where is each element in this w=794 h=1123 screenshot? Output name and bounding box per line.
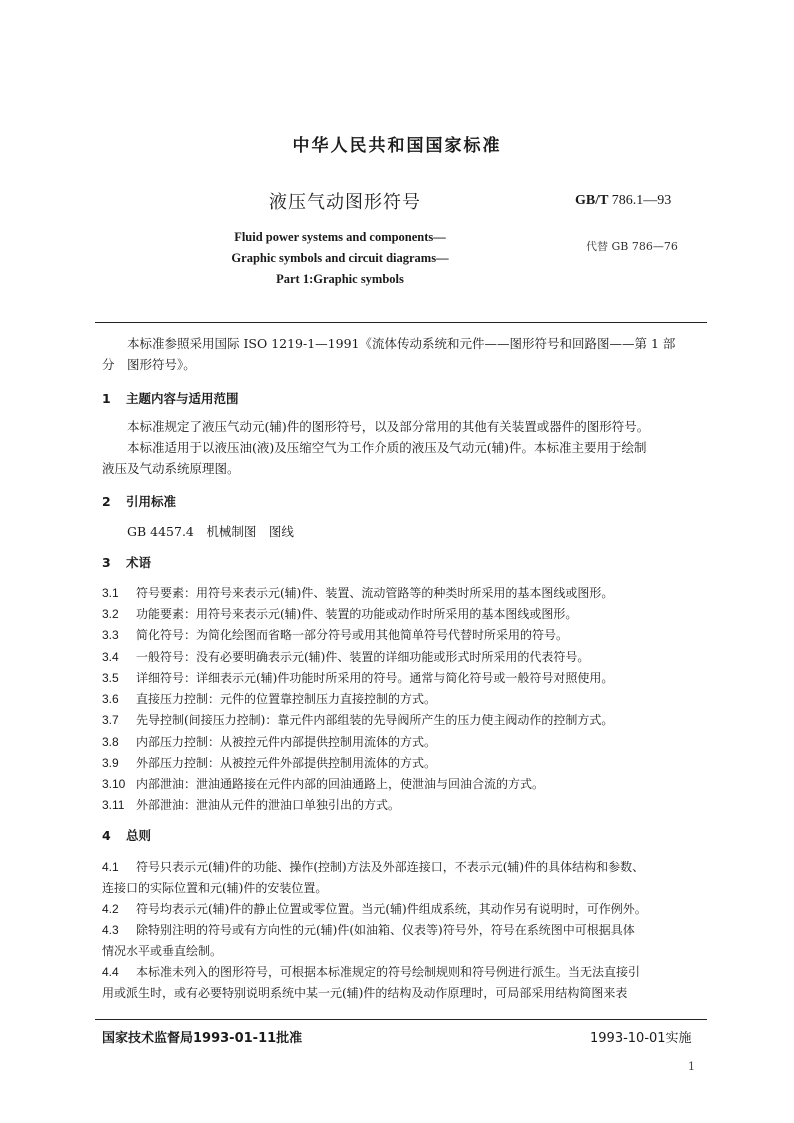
- intro-line: 分 图形符号》。: [102, 357, 196, 372]
- term-number: 3.3: [102, 628, 119, 642]
- term-number: 3.10: [102, 777, 126, 791]
- general-item-line: 用或派生时，或有必要特别说明系统中某一元(辅)件的结构及动作原理时，可局部采用结构简图来表: [102, 986, 628, 1000]
- code-number: 786.1—93: [611, 193, 672, 208]
- section-title: 术语: [126, 555, 152, 570]
- footer-divider: [95, 1019, 707, 1020]
- general-item-number: 4.3: [102, 923, 119, 937]
- term-text: 功能要素：用符号来表示元(辅)件、装置的功能或动作时所采用的基本图线或图形。: [136, 607, 578, 621]
- term-text: 外部压力控制：从被控元件外部提供控制用流体的方式。: [136, 756, 437, 770]
- body-line: 本标准规定了液压气动元(辅)件的图形符号，以及部分常用的其他有关装置或器件的图形符号。: [127, 419, 650, 434]
- general-item-text: 除特别注明的符号或有方向性的元(辅)件(如油箱、仪表等)符号外，符号在系统图中可根据具体: [136, 923, 635, 937]
- term-text: 简化符号：为简化绘图而省略一部分符号或用其他简单符号代替时所采用的符号。: [136, 628, 569, 642]
- english-title: [200, 227, 480, 290]
- term-item: [102, 689, 708, 710]
- body-line: 液压及气动系统原理图。: [102, 461, 240, 476]
- general-item-line: [102, 920, 708, 941]
- national-standard-heading: 中华人民共和国国家标准: [292, 136, 502, 156]
- term-item: [102, 647, 708, 668]
- english-title-line: Graphic symbols and circuit diagrams—: [231, 251, 449, 265]
- term-item: [102, 604, 708, 625]
- term-number: 3.8: [102, 735, 119, 749]
- section-number: 4: [102, 828, 111, 843]
- term-text: 外部泄油：泄油从元件的泄油口单独引出的方式。: [136, 798, 401, 812]
- general-item-line: 连接口的实际位置和元(辅)件的安装位置。: [102, 881, 328, 895]
- term-number: 3.9: [102, 756, 119, 770]
- code-prefix: GB/T: [575, 193, 609, 208]
- implementation-date: 1993-10-01实施: [590, 1031, 692, 1046]
- term-text: 详细符号：详细表示元(辅)件功能时所采用的符号。通常与简化符号或一般符号对照使用。: [136, 671, 614, 685]
- general-item-number: 4.2: [102, 902, 119, 916]
- section-title: 引用标准: [126, 494, 177, 509]
- term-number: 3.6: [102, 692, 119, 706]
- term-number: 3.5: [102, 671, 119, 685]
- term-item: [102, 795, 708, 816]
- section-title: 主题内容与适用范围: [126, 391, 239, 406]
- standard-title: 液压气动图形符号: [269, 192, 421, 213]
- general-item-line: [102, 857, 708, 878]
- body-line: 本标准适用于以液压油(液)及压缩空气为工作介质的液压及气动元(辅)件。本标准主要用于绘制: [127, 440, 647, 455]
- section-heading: [102, 389, 239, 407]
- general-item-number: 4.4: [102, 965, 119, 979]
- term-text: 内部压力控制：从被控元件内部提供控制用流体的方式。: [136, 735, 437, 749]
- page-number: 1: [688, 1060, 695, 1073]
- term-item: [102, 732, 708, 753]
- section-title: 总则: [126, 828, 152, 843]
- section-heading: [102, 826, 151, 844]
- general-item: [102, 899, 708, 920]
- approval-date: 国家技术监督局1993-01-11批准: [102, 1031, 303, 1046]
- term-number: 3.2: [102, 607, 119, 621]
- term-number: 3.11: [102, 798, 125, 812]
- term-text: 内部泄油：泄油通路接在元件内部的回油通路上，使泄油与回油合流的方式。: [136, 777, 545, 791]
- general-item: [102, 920, 708, 962]
- term-number: 3.1: [102, 586, 119, 600]
- reference-list: [102, 521, 708, 542]
- term-text: 一般符号：没有必要明确表示元(辅)件、装置的详细功能或形式时所采用的代表符号。: [136, 650, 590, 664]
- general-item-text: 符号均表示元(辅)件的静止位置或零位置。当元(辅)件组成系统，其动作另有说明时，可作例外。: [136, 902, 647, 916]
- section-number: 1: [102, 391, 111, 406]
- general-item-text: 符号只表示元(辅)件的功能、操作(控制)方法及外部连接口，不表示元(辅)件的具体结构和参数、: [136, 860, 645, 874]
- standard-code: [575, 193, 671, 209]
- term-number: 3.4: [102, 650, 119, 664]
- term-item: [102, 583, 708, 604]
- term-text: 直接压力控制：元件的位置靠控制压力直接控制的方式。: [136, 692, 437, 706]
- section-number: 3: [102, 555, 111, 570]
- reference-item: GB 4457.4 机械制图 图线: [127, 524, 294, 539]
- general-item-line: [102, 962, 708, 983]
- intro-paragraph: [102, 333, 708, 375]
- term-number: 3.7: [102, 713, 119, 727]
- term-text: 先导控制(间接压力控制)：靠元件内部组装的先导阀所产生的压力使主阀动作的控制方式。: [136, 713, 614, 727]
- section-heading: [102, 492, 176, 510]
- header-divider: [95, 322, 707, 323]
- section-heading: [102, 553, 151, 571]
- general-item: [102, 857, 708, 899]
- term-item: [102, 710, 708, 731]
- intro-line: 本标准参照采用国际 ISO 1219-1—1991《流体传动系统和元件——图形符号和回路图——第 1 部: [127, 336, 676, 351]
- english-title-line: Fluid power systems and components—: [234, 230, 446, 244]
- term-item: [102, 774, 708, 795]
- general-item-number: 4.1: [102, 860, 119, 874]
- term-item: [102, 625, 708, 646]
- section-number: 2: [102, 494, 111, 509]
- section-body: [102, 416, 708, 479]
- general-item-line: [102, 899, 708, 920]
- general-item-text: 本标准未列入的图形符号，可根据本标准规定的符号绘制规则和符号例进行派生。当无法直接引: [136, 965, 641, 979]
- term-text: 符号要素：用符号来表示元(辅)件、装置、流动管路等的种类时所采用的基本图线或图形。: [136, 586, 614, 600]
- general-item-line: 情况水平或垂直绘制。: [102, 944, 223, 958]
- general-item: [102, 962, 708, 1004]
- term-item: [102, 753, 708, 774]
- replaces-standard: 代替 GB 786—76: [586, 240, 678, 253]
- english-title-line: Part 1:Graphic symbols: [276, 272, 404, 286]
- term-item: [102, 668, 708, 689]
